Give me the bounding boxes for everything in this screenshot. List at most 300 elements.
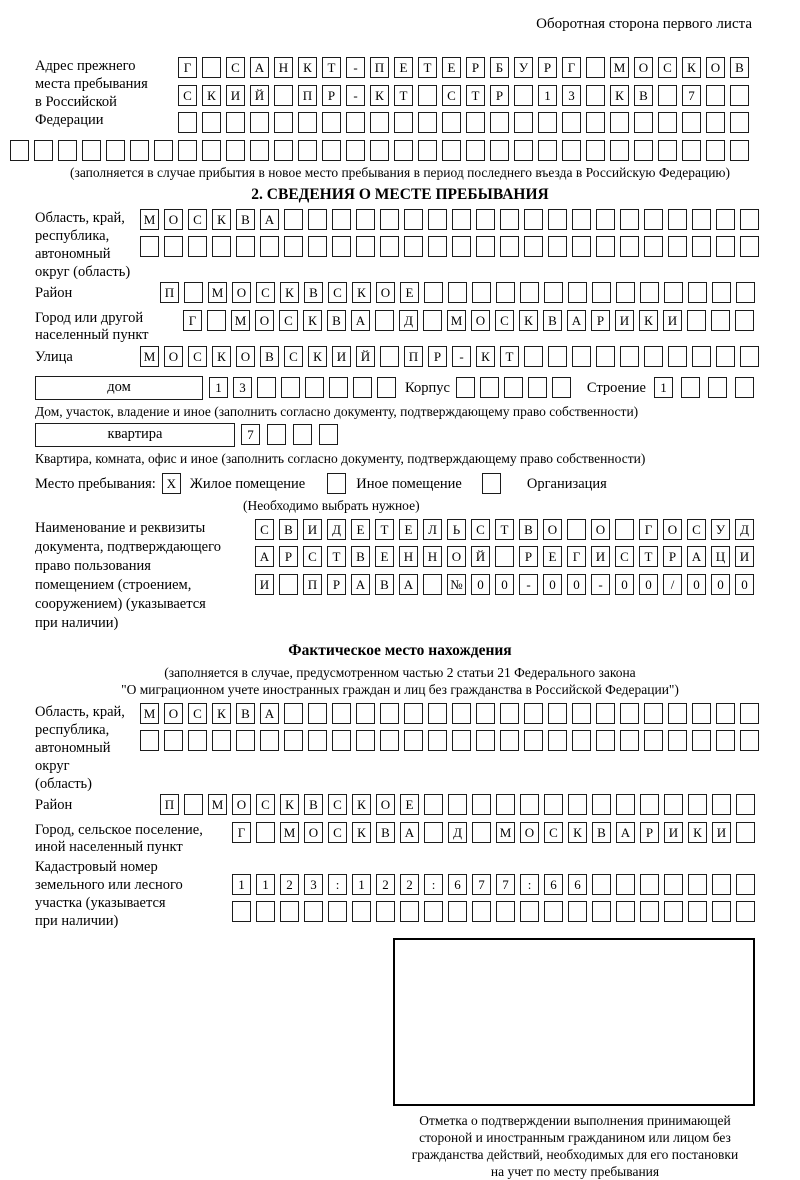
street-row: [140, 346, 759, 367]
char-box: О: [255, 310, 274, 331]
char-box: 0: [615, 574, 634, 595]
house-note: Дом, участок, владение и иное (заполнить согласно документу, подтверждающему право собственности): [35, 403, 639, 419]
char-box: [256, 822, 275, 843]
label-line: республика,: [35, 721, 110, 738]
char-box: О: [543, 519, 562, 540]
char-box: [692, 346, 711, 367]
char-box: [736, 822, 755, 843]
char-box: В: [260, 346, 279, 367]
label-line: при наличии): [35, 912, 119, 929]
char-box: [552, 377, 571, 398]
char-box: [452, 703, 471, 724]
char-box: Л: [423, 519, 442, 540]
char-box: [308, 730, 327, 751]
option-residential-label: Жилое помещение: [189, 475, 306, 492]
apartment-block: [35, 423, 800, 447]
char-box: М: [231, 310, 250, 331]
char-box: Н: [399, 546, 418, 567]
char-box: О: [520, 822, 539, 843]
char-box: [308, 236, 327, 257]
char-box: [495, 546, 514, 567]
char-box: Р: [428, 346, 447, 367]
char-box: О: [236, 346, 255, 367]
char-box: 1: [256, 874, 275, 895]
char-box: С: [303, 546, 322, 567]
char-box: К: [352, 794, 371, 815]
char-box: О: [591, 519, 610, 540]
char-box: [664, 874, 683, 895]
cadastral-rows: [232, 858, 755, 923]
char-box: [106, 140, 125, 161]
char-box: [428, 730, 447, 751]
char-box: [544, 901, 563, 922]
char-box: В: [730, 57, 749, 78]
actual-location-note-2: "О миграционном учете иностранных граждан и лиц без гражданства в Российской Федерации"): [121, 681, 679, 697]
char-box: [514, 85, 533, 106]
prev-address-block: [35, 57, 800, 133]
char-box: К: [202, 85, 221, 106]
char-box: [346, 112, 365, 133]
actual-location-note-1: (заполняется в случае, предусмотренном частью 2 статьи 21 Федерального закона: [164, 664, 636, 680]
char-box: Е: [399, 519, 418, 540]
char-box: [640, 901, 659, 922]
char-box: [692, 730, 711, 751]
char-box: [274, 112, 293, 133]
char-box: Р: [591, 310, 610, 331]
char-box: [164, 236, 183, 257]
char-box: [356, 730, 375, 751]
char-box: [524, 209, 543, 230]
char-box: П: [160, 282, 179, 303]
label-line: республика,: [35, 227, 110, 244]
char-box: 1: [209, 377, 228, 398]
char-box: -: [591, 574, 610, 595]
char-box: [267, 424, 286, 445]
street-label: Улица: [35, 348, 73, 365]
prev-address-label: [35, 57, 178, 129]
char-box: М: [140, 703, 159, 724]
char-box: 7: [496, 874, 515, 895]
char-box: [279, 574, 298, 595]
char-box: [353, 377, 372, 398]
char-box: [308, 209, 327, 230]
char-box: [538, 140, 557, 161]
label-line: земельного или лесного: [35, 876, 183, 893]
char-box: Е: [400, 794, 419, 815]
char-box: [376, 901, 395, 922]
char-box: [394, 112, 413, 133]
char-box: [528, 377, 547, 398]
cadastral-block: [35, 858, 800, 930]
char-box: В: [236, 703, 255, 724]
char-box: С: [442, 85, 461, 106]
char-box: 1: [352, 874, 371, 895]
char-box: [640, 874, 659, 895]
char-box: [452, 209, 471, 230]
label-line: места пребывания: [35, 76, 148, 92]
char-box: [572, 703, 591, 724]
char-box: Г: [232, 822, 251, 843]
label-line: Отметка о подтверждении выполнения принимающей: [419, 1112, 731, 1128]
char-box: О: [164, 703, 183, 724]
actual-city-row: [232, 822, 755, 843]
char-box: [544, 794, 563, 815]
char-box: [586, 140, 605, 161]
char-box: [260, 236, 279, 257]
house-type-box: дом: [35, 376, 203, 400]
char-box: [616, 901, 635, 922]
char-box: Р: [466, 57, 485, 78]
char-box: К: [352, 282, 371, 303]
char-box: [620, 236, 639, 257]
char-box: [352, 901, 371, 922]
confirmation-mark-box: [393, 938, 755, 1106]
char-box: Т: [322, 57, 341, 78]
char-box: [476, 703, 495, 724]
char-box: :: [520, 874, 539, 895]
char-box: [658, 112, 677, 133]
actual-region-row-2: [140, 730, 759, 751]
char-box: [572, 346, 591, 367]
char-box: [616, 282, 635, 303]
char-box: [380, 209, 399, 230]
char-box: Г: [183, 310, 202, 331]
char-box: [346, 140, 365, 161]
char-box: [496, 901, 515, 922]
char-box: О: [376, 794, 395, 815]
char-box: [596, 209, 615, 230]
prev-address-row-1: [178, 57, 749, 78]
char-box: И: [664, 822, 683, 843]
char-box: [620, 346, 639, 367]
char-box: Б: [490, 57, 509, 78]
label-line: Кадастровый номер: [35, 858, 158, 875]
char-box: [490, 112, 509, 133]
char-box: :: [424, 874, 443, 895]
char-box: [640, 794, 659, 815]
char-box: В: [327, 310, 346, 331]
char-box: [202, 112, 221, 133]
char-box: [658, 140, 677, 161]
char-box: Е: [400, 282, 419, 303]
char-box: [404, 236, 423, 257]
char-box: [260, 730, 279, 751]
char-box: И: [615, 310, 634, 331]
char-box: [688, 282, 707, 303]
street-block: [35, 346, 800, 368]
char-box: [740, 236, 759, 257]
char-box: А: [250, 57, 269, 78]
char-box: Ь: [447, 519, 466, 540]
char-box: А: [260, 209, 279, 230]
char-box: 3: [304, 874, 323, 895]
char-box: О: [304, 822, 323, 843]
char-box: [424, 794, 443, 815]
char-box: [423, 310, 442, 331]
char-box: [207, 310, 226, 331]
char-box: [236, 730, 255, 751]
char-box: М: [208, 282, 227, 303]
label-line: помещением (строением,: [35, 576, 192, 593]
char-box: [404, 703, 423, 724]
char-box: М: [140, 346, 159, 367]
char-box: [472, 282, 491, 303]
char-box: [572, 236, 591, 257]
char-box: О: [376, 282, 395, 303]
char-box: О: [232, 794, 251, 815]
char-box: [500, 703, 519, 724]
char-box: [188, 236, 207, 257]
char-box: У: [711, 519, 730, 540]
char-box: К: [682, 57, 701, 78]
page-side-note: Оборотная сторона первого листа: [536, 16, 752, 32]
char-box: [730, 112, 749, 133]
char-box: Р: [322, 85, 341, 106]
char-box: [456, 377, 475, 398]
label-line: в Российской: [35, 94, 117, 110]
district-row: [160, 282, 755, 303]
char-box: [524, 236, 543, 257]
char-box: [58, 140, 77, 161]
char-box: С: [658, 57, 677, 78]
label-line: Наименование и реквизиты: [35, 519, 206, 536]
char-box: [298, 112, 317, 133]
char-box: [520, 794, 539, 815]
char-box: [548, 730, 567, 751]
char-box: [256, 901, 275, 922]
char-box: Й: [250, 85, 269, 106]
char-box: Е: [351, 519, 370, 540]
char-box: Ц: [711, 546, 730, 567]
char-box: [596, 346, 615, 367]
char-box: Г: [639, 519, 658, 540]
char-box: [706, 140, 725, 161]
char-box: [736, 874, 755, 895]
char-box: [730, 140, 749, 161]
char-box: [332, 730, 351, 751]
label-line: стороной и иностранным гражданином или лицом без: [419, 1129, 731, 1145]
prev-address-row-3: [178, 112, 749, 133]
char-box: Й: [356, 346, 375, 367]
char-box: О: [164, 209, 183, 230]
char-box: [466, 112, 485, 133]
char-box: [404, 209, 423, 230]
label-line: населенный пункт: [35, 326, 149, 343]
char-box: [496, 282, 515, 303]
document-label: [35, 519, 255, 633]
char-box: [370, 112, 389, 133]
char-box: 2: [280, 874, 299, 895]
char-box: Т: [418, 57, 437, 78]
char-box: [712, 282, 731, 303]
corpus-label: Корпус: [405, 379, 450, 396]
char-box: [706, 85, 725, 106]
stroenie-cells: [654, 377, 754, 398]
char-box: [712, 901, 731, 922]
char-box: [644, 236, 663, 257]
char-box: С: [284, 346, 303, 367]
document-row-2: [255, 546, 754, 567]
char-box: [740, 209, 759, 230]
char-box: [356, 703, 375, 724]
char-box: [716, 346, 735, 367]
char-box: [380, 730, 399, 751]
label-line: Город или другой: [35, 309, 144, 326]
char-box: [428, 209, 447, 230]
char-box: К: [476, 346, 495, 367]
char-box: С: [279, 310, 298, 331]
char-box: Г: [178, 57, 197, 78]
char-box: [380, 346, 399, 367]
char-box: [274, 140, 293, 161]
char-box: [472, 901, 491, 922]
char-box: [400, 901, 419, 922]
actual-region-rows: [140, 703, 759, 752]
char-box: А: [399, 574, 418, 595]
label-line: (область): [35, 775, 92, 792]
char-box: [514, 112, 533, 133]
label-line: гражданства действий, необходимых для его постановки: [411, 1146, 739, 1162]
char-box: О: [232, 282, 251, 303]
char-box: [592, 901, 611, 922]
label-line: участка (указывается: [35, 894, 166, 911]
char-box: А: [400, 822, 419, 843]
actual-region-block: [35, 703, 800, 793]
char-box: И: [712, 822, 731, 843]
document-block: [35, 519, 800, 633]
char-box: И: [255, 574, 274, 595]
char-box: [586, 57, 605, 78]
char-box: [130, 140, 149, 161]
region-rows: [140, 209, 759, 258]
char-box: [500, 730, 519, 751]
char-box: Р: [327, 574, 346, 595]
char-box: Д: [448, 822, 467, 843]
char-box: [476, 730, 495, 751]
char-box: [538, 112, 557, 133]
prev-address-row-4: [10, 140, 800, 161]
char-box: Д: [735, 519, 754, 540]
char-box: В: [304, 282, 323, 303]
actual-city-block: [35, 822, 800, 856]
char-box: И: [226, 85, 245, 106]
char-box: [257, 377, 276, 398]
char-box: [620, 209, 639, 230]
char-box: И: [663, 310, 682, 331]
char-box: [644, 730, 663, 751]
char-box: К: [688, 822, 707, 843]
char-box: М: [496, 822, 515, 843]
char-box: [305, 377, 324, 398]
char-box: [322, 112, 341, 133]
char-box: [298, 140, 317, 161]
char-box: П: [298, 85, 317, 106]
apartment-type-box: квартира: [35, 423, 235, 447]
char-box: О: [447, 546, 466, 567]
char-box: К: [610, 85, 629, 106]
char-box: В: [375, 574, 394, 595]
cadastral-row-2: [232, 901, 755, 922]
char-box: 0: [567, 574, 586, 595]
label-line: документа, подтверждающего: [35, 538, 221, 555]
actual-region-label: [35, 703, 140, 793]
char-box: К: [303, 310, 322, 331]
char-box: Т: [495, 519, 514, 540]
char-box: [616, 874, 635, 895]
char-box: 1: [654, 377, 673, 398]
char-box: [688, 794, 707, 815]
char-box: [10, 140, 29, 161]
checkbox-other-premises: [327, 473, 346, 494]
actual-district-block: [35, 794, 800, 816]
char-box: 2: [376, 874, 395, 895]
cadastral-row-1: [232, 874, 755, 895]
char-box: И: [591, 546, 610, 567]
char-box: [476, 209, 495, 230]
char-box: [736, 794, 755, 815]
char-box: [586, 112, 605, 133]
char-box: [568, 901, 587, 922]
char-box: Н: [274, 57, 293, 78]
city-row: [183, 310, 754, 331]
char-box: [375, 310, 394, 331]
char-box: А: [260, 703, 279, 724]
char-box: [500, 209, 519, 230]
char-box: А: [616, 822, 635, 843]
char-box: [658, 85, 677, 106]
char-box: Т: [394, 85, 413, 106]
char-box: [735, 377, 754, 398]
char-box: [682, 112, 701, 133]
char-box: -: [346, 57, 365, 78]
char-box: [567, 519, 586, 540]
char-box: Е: [543, 546, 562, 567]
char-box: [514, 140, 533, 161]
checkbox-residential: X: [162, 473, 181, 494]
house-block: [35, 376, 800, 400]
apartment-note: Квартира, комната, офис и иное (заполнить согласно документу, подтверждающему право собственности): [35, 450, 646, 466]
label-line: Федерации: [35, 112, 104, 128]
char-box: [520, 901, 539, 922]
char-box: [682, 140, 701, 161]
char-box: [664, 794, 683, 815]
char-box: А: [567, 310, 586, 331]
prev-address-rows: [178, 57, 749, 133]
char-box: Е: [375, 546, 394, 567]
char-box: К: [352, 822, 371, 843]
char-box: -: [346, 85, 365, 106]
char-box: В: [279, 519, 298, 540]
char-box: [284, 209, 303, 230]
char-box: [504, 377, 523, 398]
char-box: [610, 140, 629, 161]
char-box: В: [592, 822, 611, 843]
char-box: [735, 310, 754, 331]
char-box: [712, 794, 731, 815]
char-box: [730, 85, 749, 106]
char-box: [620, 730, 639, 751]
char-box: С: [544, 822, 563, 843]
char-box: [293, 424, 312, 445]
char-box: 7: [472, 874, 491, 895]
char-box: [740, 730, 759, 751]
char-box: [480, 377, 499, 398]
document-row-1: [255, 519, 754, 540]
label-line: Область, край,: [35, 703, 125, 720]
char-box: С: [188, 703, 207, 724]
char-box: [668, 703, 687, 724]
char-box: П: [370, 57, 389, 78]
